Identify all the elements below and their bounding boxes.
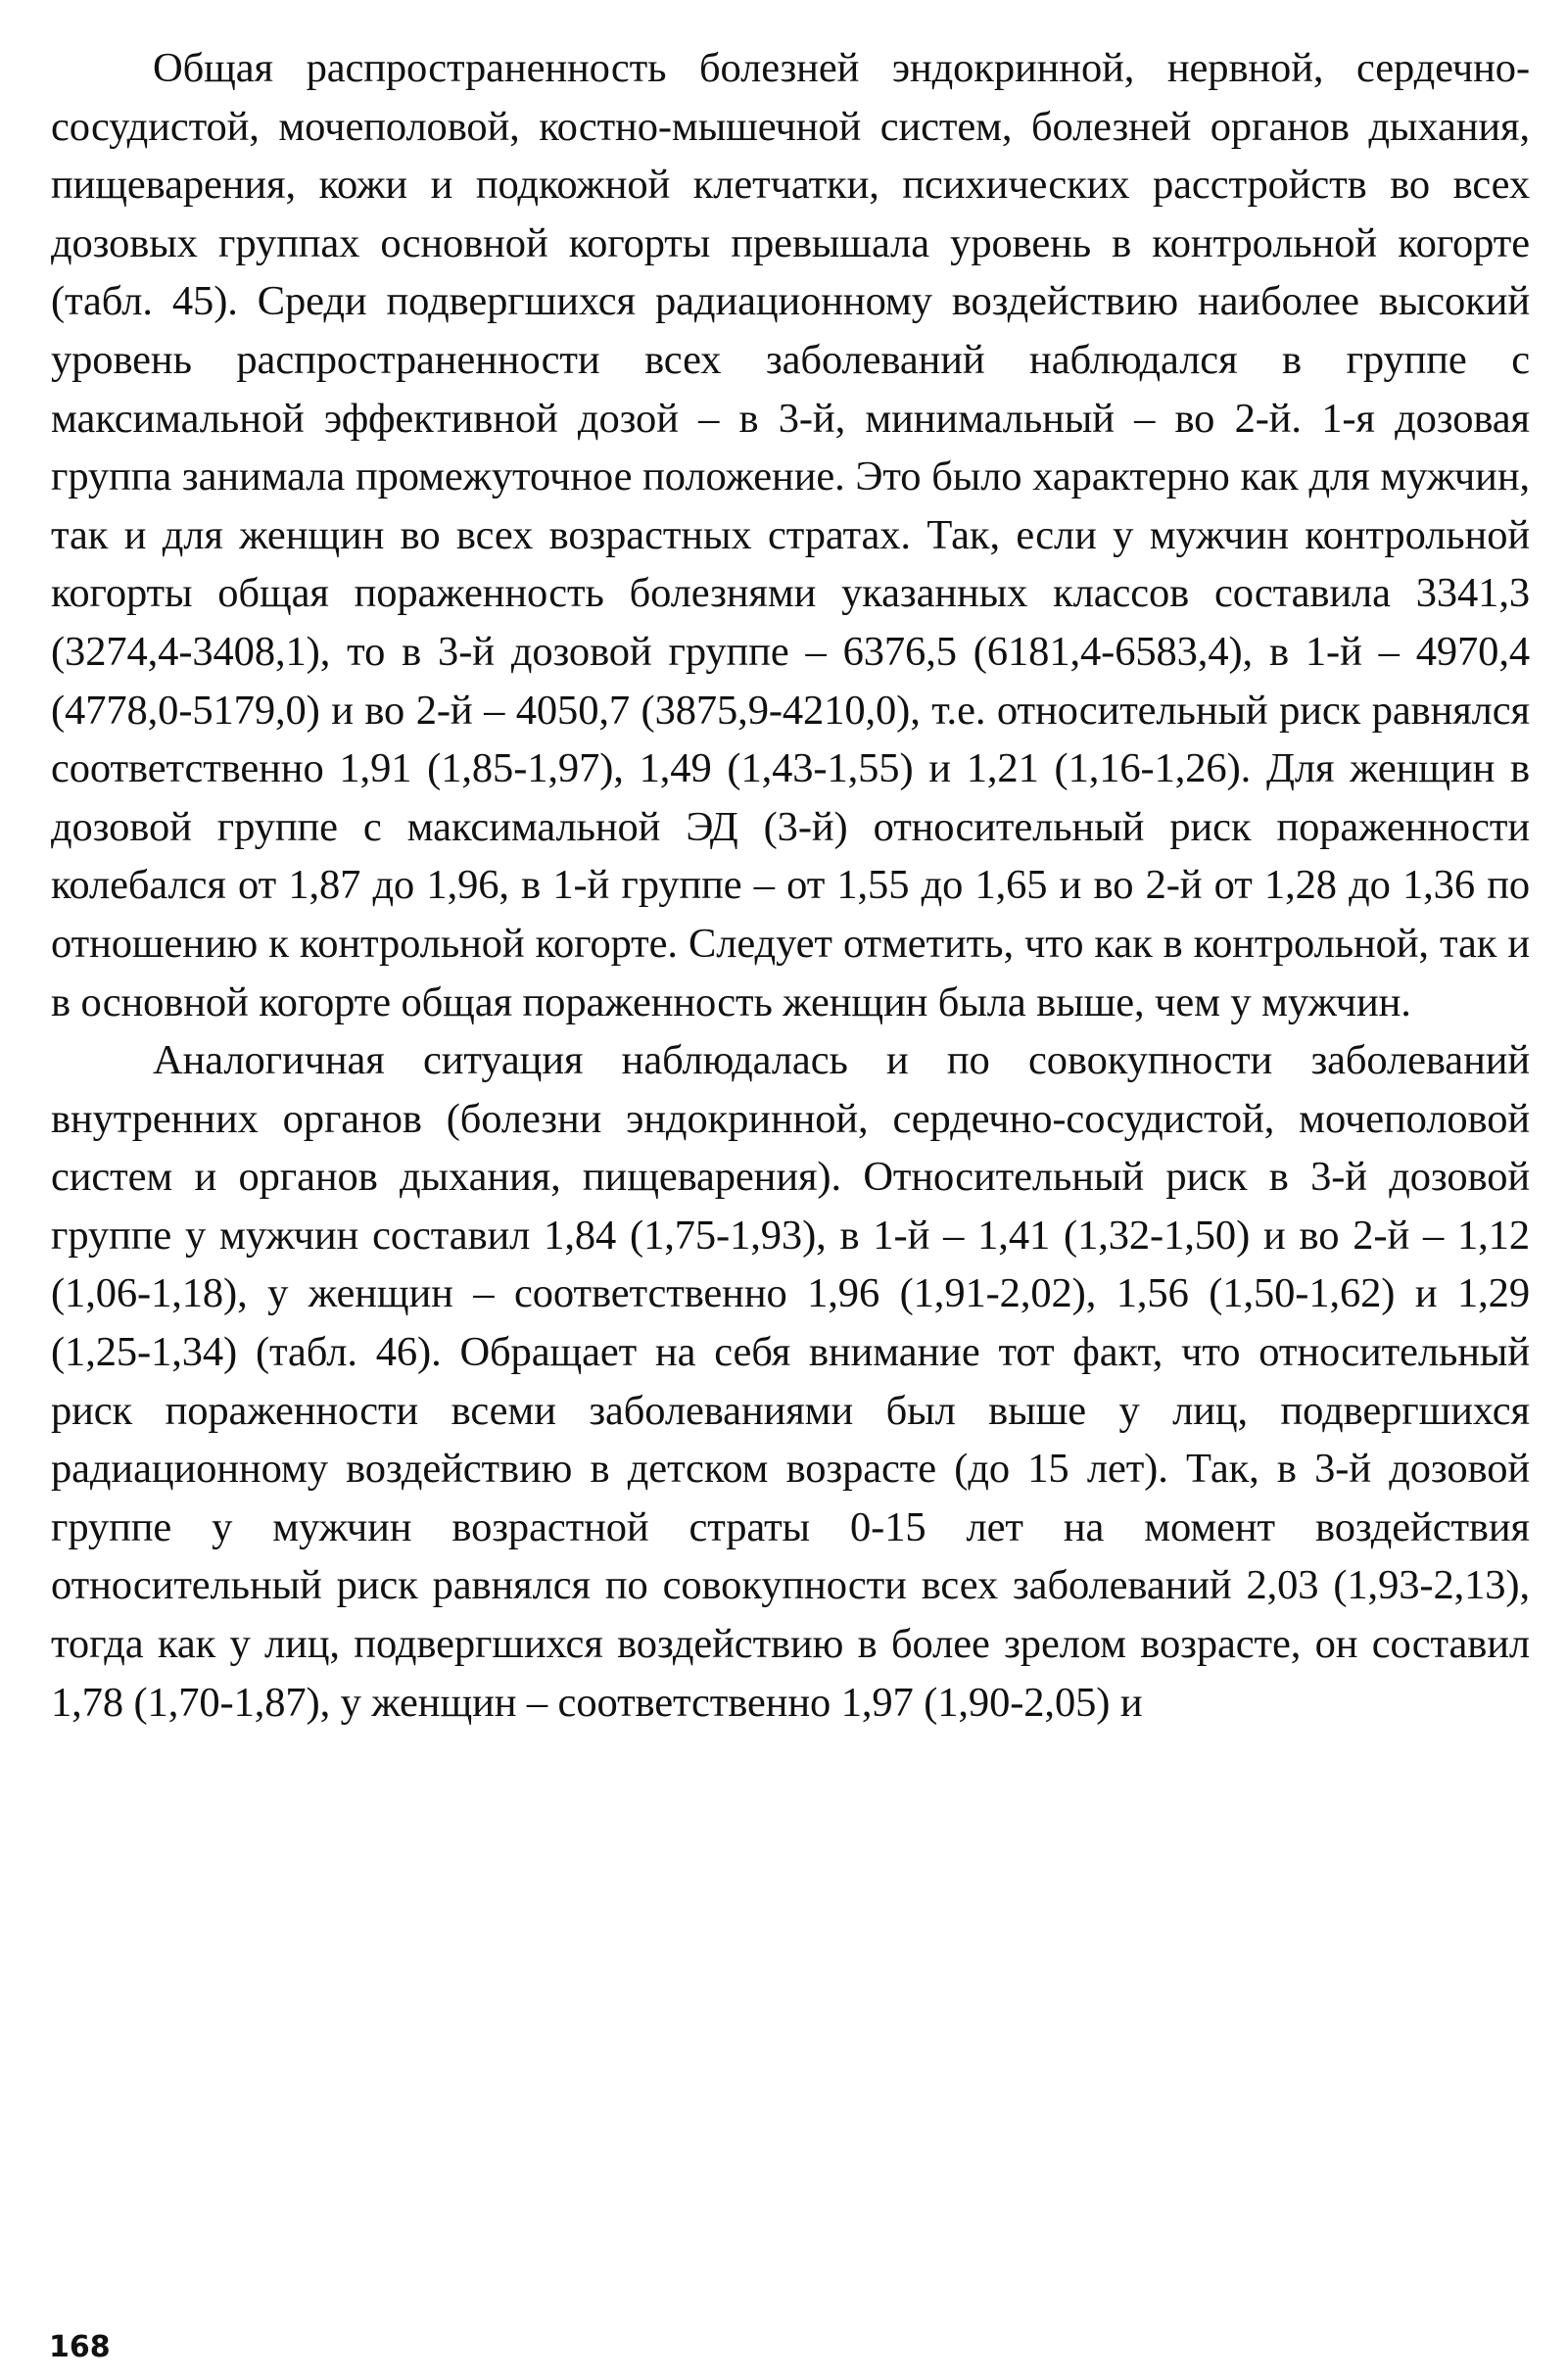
page-body [51, 39, 1530, 1732]
paragraph-2: Аналогичная ситуация наблюдалась и по совокупности заболеваний внутренних органов (болезни эндокринной, сердечно-сосудистой, мочеполовой систем и органов дыхания, пищеварения). Относительный риск в 3-й дозовой группе у мужчин составил 1,84 (1,75-1,93), в 1-й – 1,41 (1,32-1,50) и во 2-й – 1,12 (1,06-1,18), у женщин – соответственно 1,96 (1,91-2,02), 1,56 (1,50-1,62) и 1,29 (1,25-1,34) (табл. 46). Обращает на себя внимание тот факт, что относительный риск пораженности всеми заболеваниями был выше у лиц, подвергшихся радиационному воздействию в детском возрасте (до 15 лет). Так, в 3-й дозовой группе у мужчин возрастной страты 0-15 лет на момент воздействия относительный риск равнялся по совокупности всех заболеваний 2,03 (1,93-2,13), тогда как у лиц, подвергшихся воздействию в более зрелом возрасте, он составил 1,78 (1,70-1,87), у женщин – соответственно 1,97 (1,90-2,05) и [51, 1037, 1530, 1726]
paragraph-1: Общая распространенность болезней эндокринной, нервной, сердечно-сосудистой, мочеполовой, костно-мышечной систем, болезней органов дыхания, пищеварения, кожи и подкожной клетчатки, психических расстройств во всех дозовых группах основной когорты превышала уровень в контрольной когорте (табл. 45). Среди подвергшихся радиационному воздействию наиболее высокий уровень распространенности всех заболеваний наблюдался в группе с максимальной эффективной дозой – в 3-й, минимальный – во 2-й. 1-я дозовая группа занимала промежуточное положение. Это было характерно как для мужчин, так и для женщин во всех возрастных стратах. Так, если у мужчин контрольной когорты общая пораженность болезнями указанных классов составила 3341,3 (3274,4-3408,1), то в 3-й дозовой группе – 6376,5 (6181,4-6583,4), в 1-й – 4970,4 (4778,0-5179,0) и во 2-й – 4050,7 (3875,9-4210,0), т.е. относительный риск равнялся соответственно 1,91 (1,85-1,97), 1,49 (1,43-1,55) и 1,21 (1,16-1,26). Для женщин в дозовой группе с максимальной ЭД (3-й) относительный риск пораженности колебался от 1,87 до 1,96, в 1-й группе – от 1,55 до 1,65 и во 2-й от 1,28 до 1,36 по отношению к контрольной когорте. Следует отметить, что как в контрольной, так и в основной когорте общая пораженность женщин была выше, чем у мужчин. [51, 45, 1530, 1025]
page-number: 168 [49, 2330, 111, 2364]
